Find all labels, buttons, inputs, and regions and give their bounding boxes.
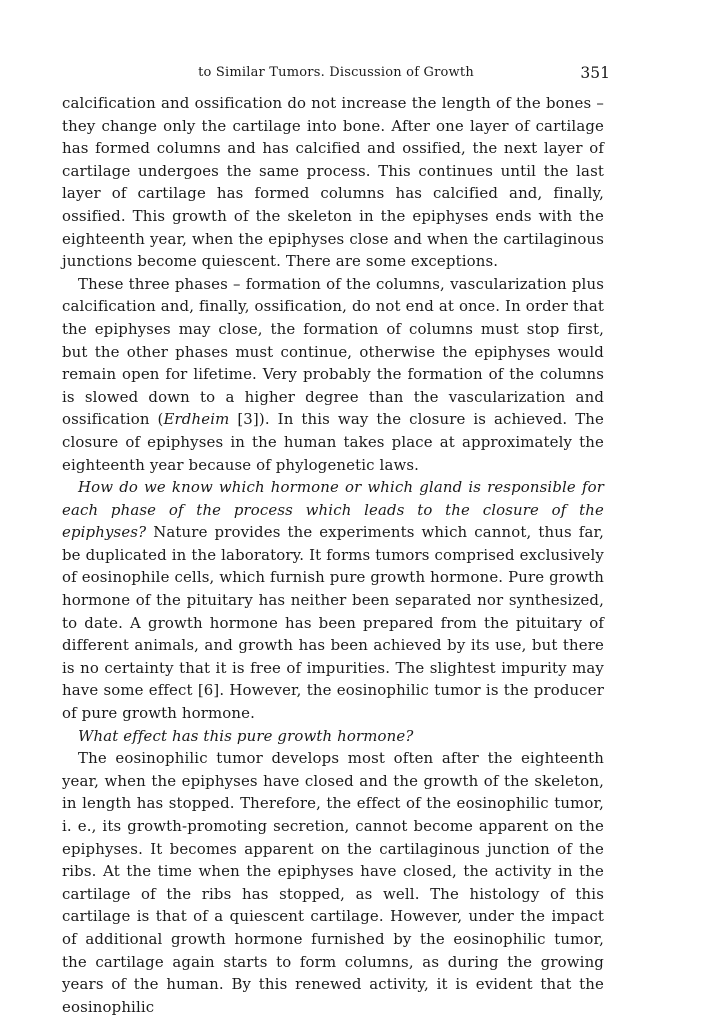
text-segment: [3]). In this way the closure is achieved. The closure of epiphyses in the human takes place at approximately the eighteenth year because of phylogenetic laws.	[62, 410, 604, 474]
paragraph-1	[62, 92, 604, 273]
italic-question: What effect has this pure growth hormone?	[78, 726, 414, 745]
text-segment: These three phases – formation of the columns, vascularization plus calcification and, finally, ossification, do not end at once. In order that the epiphyses may close, the formation of columns must stop first, but the other phases must continue, otherwise the epiphyses would remain open for lifetime. Very probably the formation of the columns is slowed down to a higher degree than the vascularization and ossification (	[62, 274, 604, 429]
running-head	[62, 60, 610, 86]
page-number: 351	[580, 64, 610, 82]
italic-question: How do we know which hormone or which gland is responsible for each phase of the process which leads to the closure of the epiphyses?	[62, 478, 604, 542]
text-segment: Nature provides the experiments which cannot, thus far, be duplicated in the laboratory. It forms tumors comprised exclusively of eosinophile cells, which furnish pure growth hormone. Pure growth hormone of the pituitary has neither been separated nor synthesized, to date. A growth hormone has been prepared from the pituitary of different animals, and growth has been achieved by its use, but there is no certainty that it is free of impurities. The slightest impurity may have some effect [6]. However, the eosinophilic tumor is the producer of pure growth hormone.	[62, 523, 604, 723]
paragraph-5	[62, 747, 604, 1018]
text-segment: calcification and ossification do not increase the length of the bones – they change only the cartilage into bone. After one layer of cartilage has formed columns and has calcified and ossified, the next layer of cartilage undergoes the same process. This continues until the last layer of cartilage has formed columns has calcified and, finally, ossified. This growth of the skeleton in the epiphyses ends with the eighteenth year, when the epiphyses close and when the cartilaginous junctions become quiescent. There are some exceptions.	[62, 94, 604, 271]
paragraph-3	[62, 476, 604, 725]
paragraph-4	[62, 725, 604, 748]
body-text	[62, 92, 604, 1018]
running-title: to Similar Tumors. Discussion of Growth	[198, 65, 474, 80]
text-segment: The eosinophilic tumor develops most often after the eighteenth year, when the epiphyses have closed and the growth of the skeleton, in length has stopped. Therefore, the effect of the eosinophilic tumor, i. e., its growth-promoting secretion, cannot become apparent on the epiphyses. It becomes apparent on the cartilaginous junction of the ribs. At the time when the epiphyses have closed, the activity in the cartilage of the ribs has stopped, as well. The histology of this cartilage is that of a quiescent cartilage. However, under the impact of additional growth hormone furnished by the eosinophilic tumor, the cartilage again starts to form columns, as during the growing years of the human. By this renewed activity, it is evident that the eosinophilic	[62, 749, 604, 1016]
paragraph-2	[62, 273, 604, 476]
author-citation: Erdheim	[163, 410, 230, 429]
